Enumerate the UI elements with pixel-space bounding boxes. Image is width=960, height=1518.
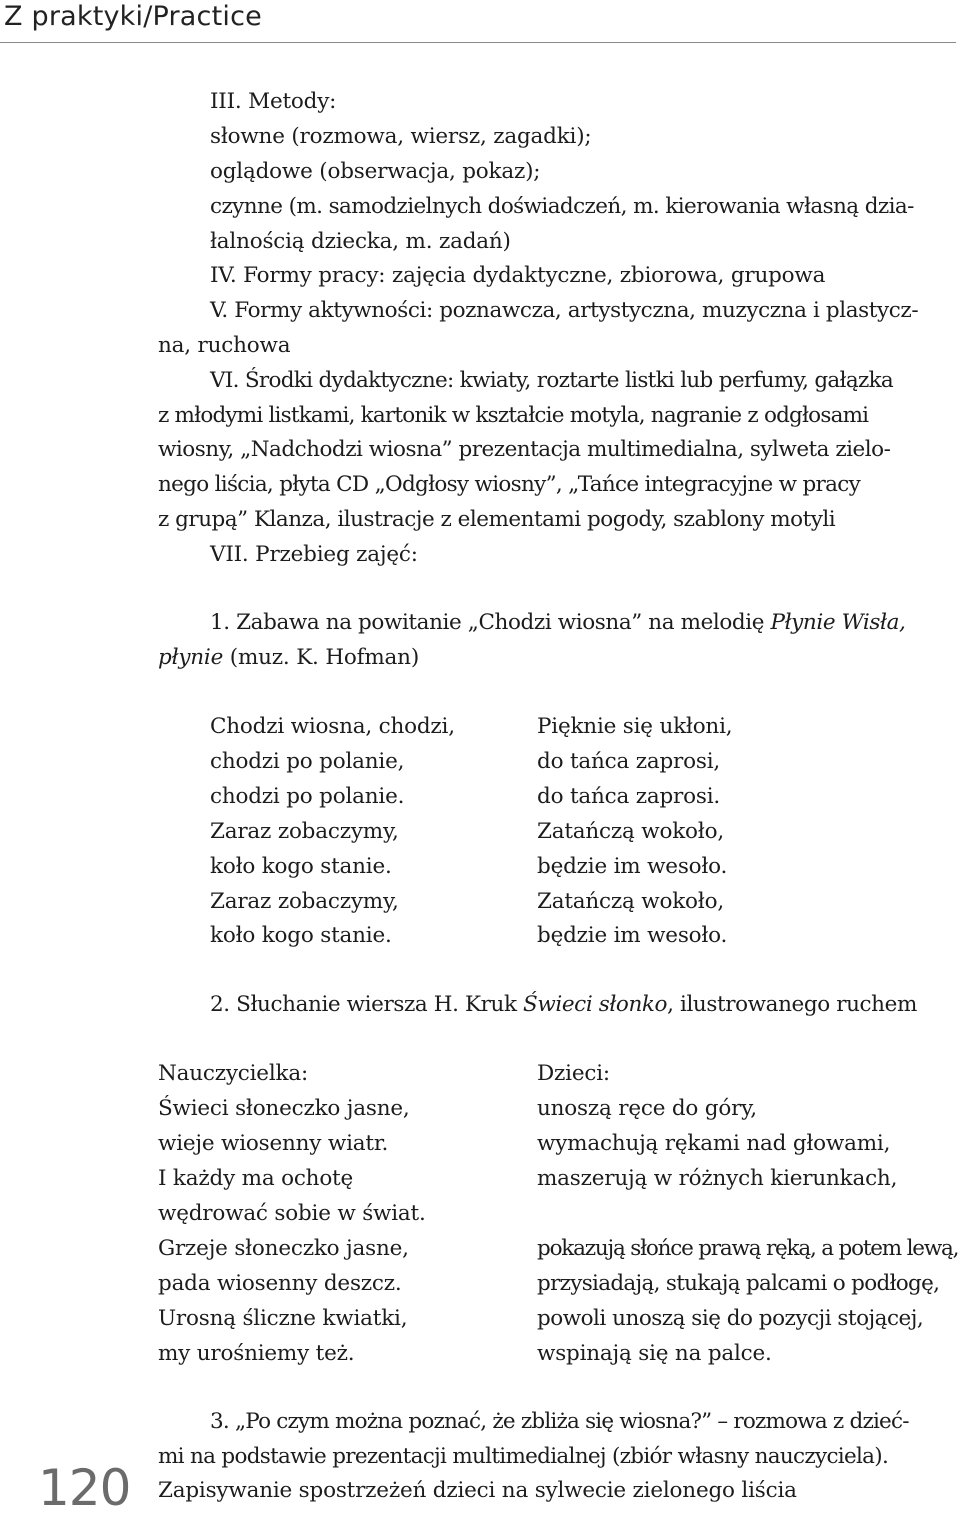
song-right-line: Zatańczą wokoło, (537, 889, 724, 914)
page-number: 120 (38, 1459, 131, 1517)
methods-line: słowne (rozmowa, wiersz, zagadki); (210, 124, 592, 149)
poem-right-line: wymachują rękami nad głowami, (537, 1131, 891, 1156)
methods-line: czynne (m. samodzielnych doświadczeń, m. kierowania własną dzia- (210, 194, 914, 219)
song-left-line: chodzi po polanie. (210, 784, 405, 809)
poem-right-line: pokazują słońce prawą ręką, a potem lewą, (537, 1236, 959, 1261)
song-right-line: do tańca zaprosi, (537, 749, 721, 774)
methods-line: oglądowe (obserwacja, pokaz); (210, 159, 541, 184)
course-heading: VII. Przebieg zajęć: (210, 542, 418, 567)
means-line: z grupą” Klanza, ilustracje z elementami pogody, szablony motyli (158, 507, 836, 532)
step1-line: płynie (muz. K. Hofman) (158, 645, 420, 670)
methods-heading: III. Metody: (210, 89, 337, 114)
poem-right-line: przysiadają, stukają palcami o podłogę, (537, 1271, 940, 1296)
song-right-line: będzie im wesoło. (537, 854, 728, 879)
poem-right-line: unoszą ręce do góry, (537, 1096, 757, 1121)
forms-of-activity: na, ruchowa (158, 333, 291, 358)
poem-left-line: wędrować sobie w świat. (158, 1201, 426, 1226)
poem-left-line: my urośniemy też. (158, 1341, 355, 1366)
means-line: VI. Środki dydaktyczne: kwiaty, roztarte listki lub perfumy, gałązka (210, 368, 894, 393)
song-left-line: Chodzi wiosna, chodzi, (210, 714, 455, 739)
step3-line: Zapisywanie spostrzeżeń dzieci na sylwecie zielonego liścia (158, 1478, 797, 1503)
section-title: Z praktyki/Practice (4, 1, 262, 32)
song-right-line: Zatańczą wokoło, (537, 819, 724, 844)
song-right-line: do tańca zaprosi. (537, 784, 721, 809)
children-label: Dzieci: (537, 1061, 610, 1086)
poem-right-line: powoli unoszą się do pozycji stojącej, (537, 1306, 924, 1331)
poem-right-line: wspinają się na palce. (537, 1341, 772, 1366)
song-right-line: Pięknie się ukłoni, (537, 714, 733, 739)
poem-left-line: Grzeje słoneczko jasne, (158, 1236, 409, 1261)
step1-line: 1. Zabawa na powitanie „Chodzi wiosna” na melodię Płynie Wisła, (210, 610, 906, 635)
song-left-line: Zaraz zobaczymy, (210, 889, 399, 914)
means-line: z młodymi listkami, kartonik w kształcie motyla, nagranie z odgłosami (158, 403, 869, 428)
poem-left-line: Świeci słoneczko jasne, (158, 1096, 410, 1121)
poem-left-line: Urosną śliczne kwiatki, (158, 1306, 408, 1331)
teacher-label: Nauczycielka: (158, 1061, 308, 1086)
step3-line: mi na podstawie prezentacji multimedialnej (zbiór własny nauczyciela). (158, 1444, 889, 1469)
song-left-line: Zaraz zobaczymy, (210, 819, 399, 844)
means-line: nego liścia, płyta CD „Odgłosy wiosny”, „Tańce integracyjne w pracy (158, 472, 861, 497)
forms-of-activity: V. Formy aktywności: poznawcza, artystyczna, muzyczna i plastycz- (210, 298, 919, 323)
poem-left-line: pada wiosenny deszcz. (158, 1271, 402, 1296)
song-left-line: chodzi po polanie, (210, 749, 405, 774)
poem-right-line: maszerują w różnych kierunkach, (537, 1166, 898, 1191)
methods-line: łalnością dziecka, m. zadań) (210, 229, 511, 254)
forms-of-work: IV. Formy pracy: zajęcia dydaktyczne, zbiorowa, grupowa (210, 263, 826, 288)
means-line: wiosny, „Nadchodzi wiosna” prezentacja multimedialna, sylweta zielo- (158, 437, 891, 462)
song-right-line: będzie im wesoło. (537, 923, 728, 948)
song-left-line: koło kogo stanie. (210, 923, 392, 948)
step2-line: 2. Słuchanie wiersza H. Kruk Świeci słonko, ilustrowanego ruchem (210, 992, 917, 1017)
song-left-line: koło kogo stanie. (210, 854, 392, 879)
step3-line: 3. „Po czym można poznać, że zbliża się wiosna?” – rozmowa z dzieć- (210, 1409, 909, 1434)
page-header (0, 0, 956, 43)
poem-left-line: wieje wiosenny wiatr. (158, 1131, 389, 1156)
poem-left-line: I każdy ma ochotę (158, 1166, 354, 1191)
